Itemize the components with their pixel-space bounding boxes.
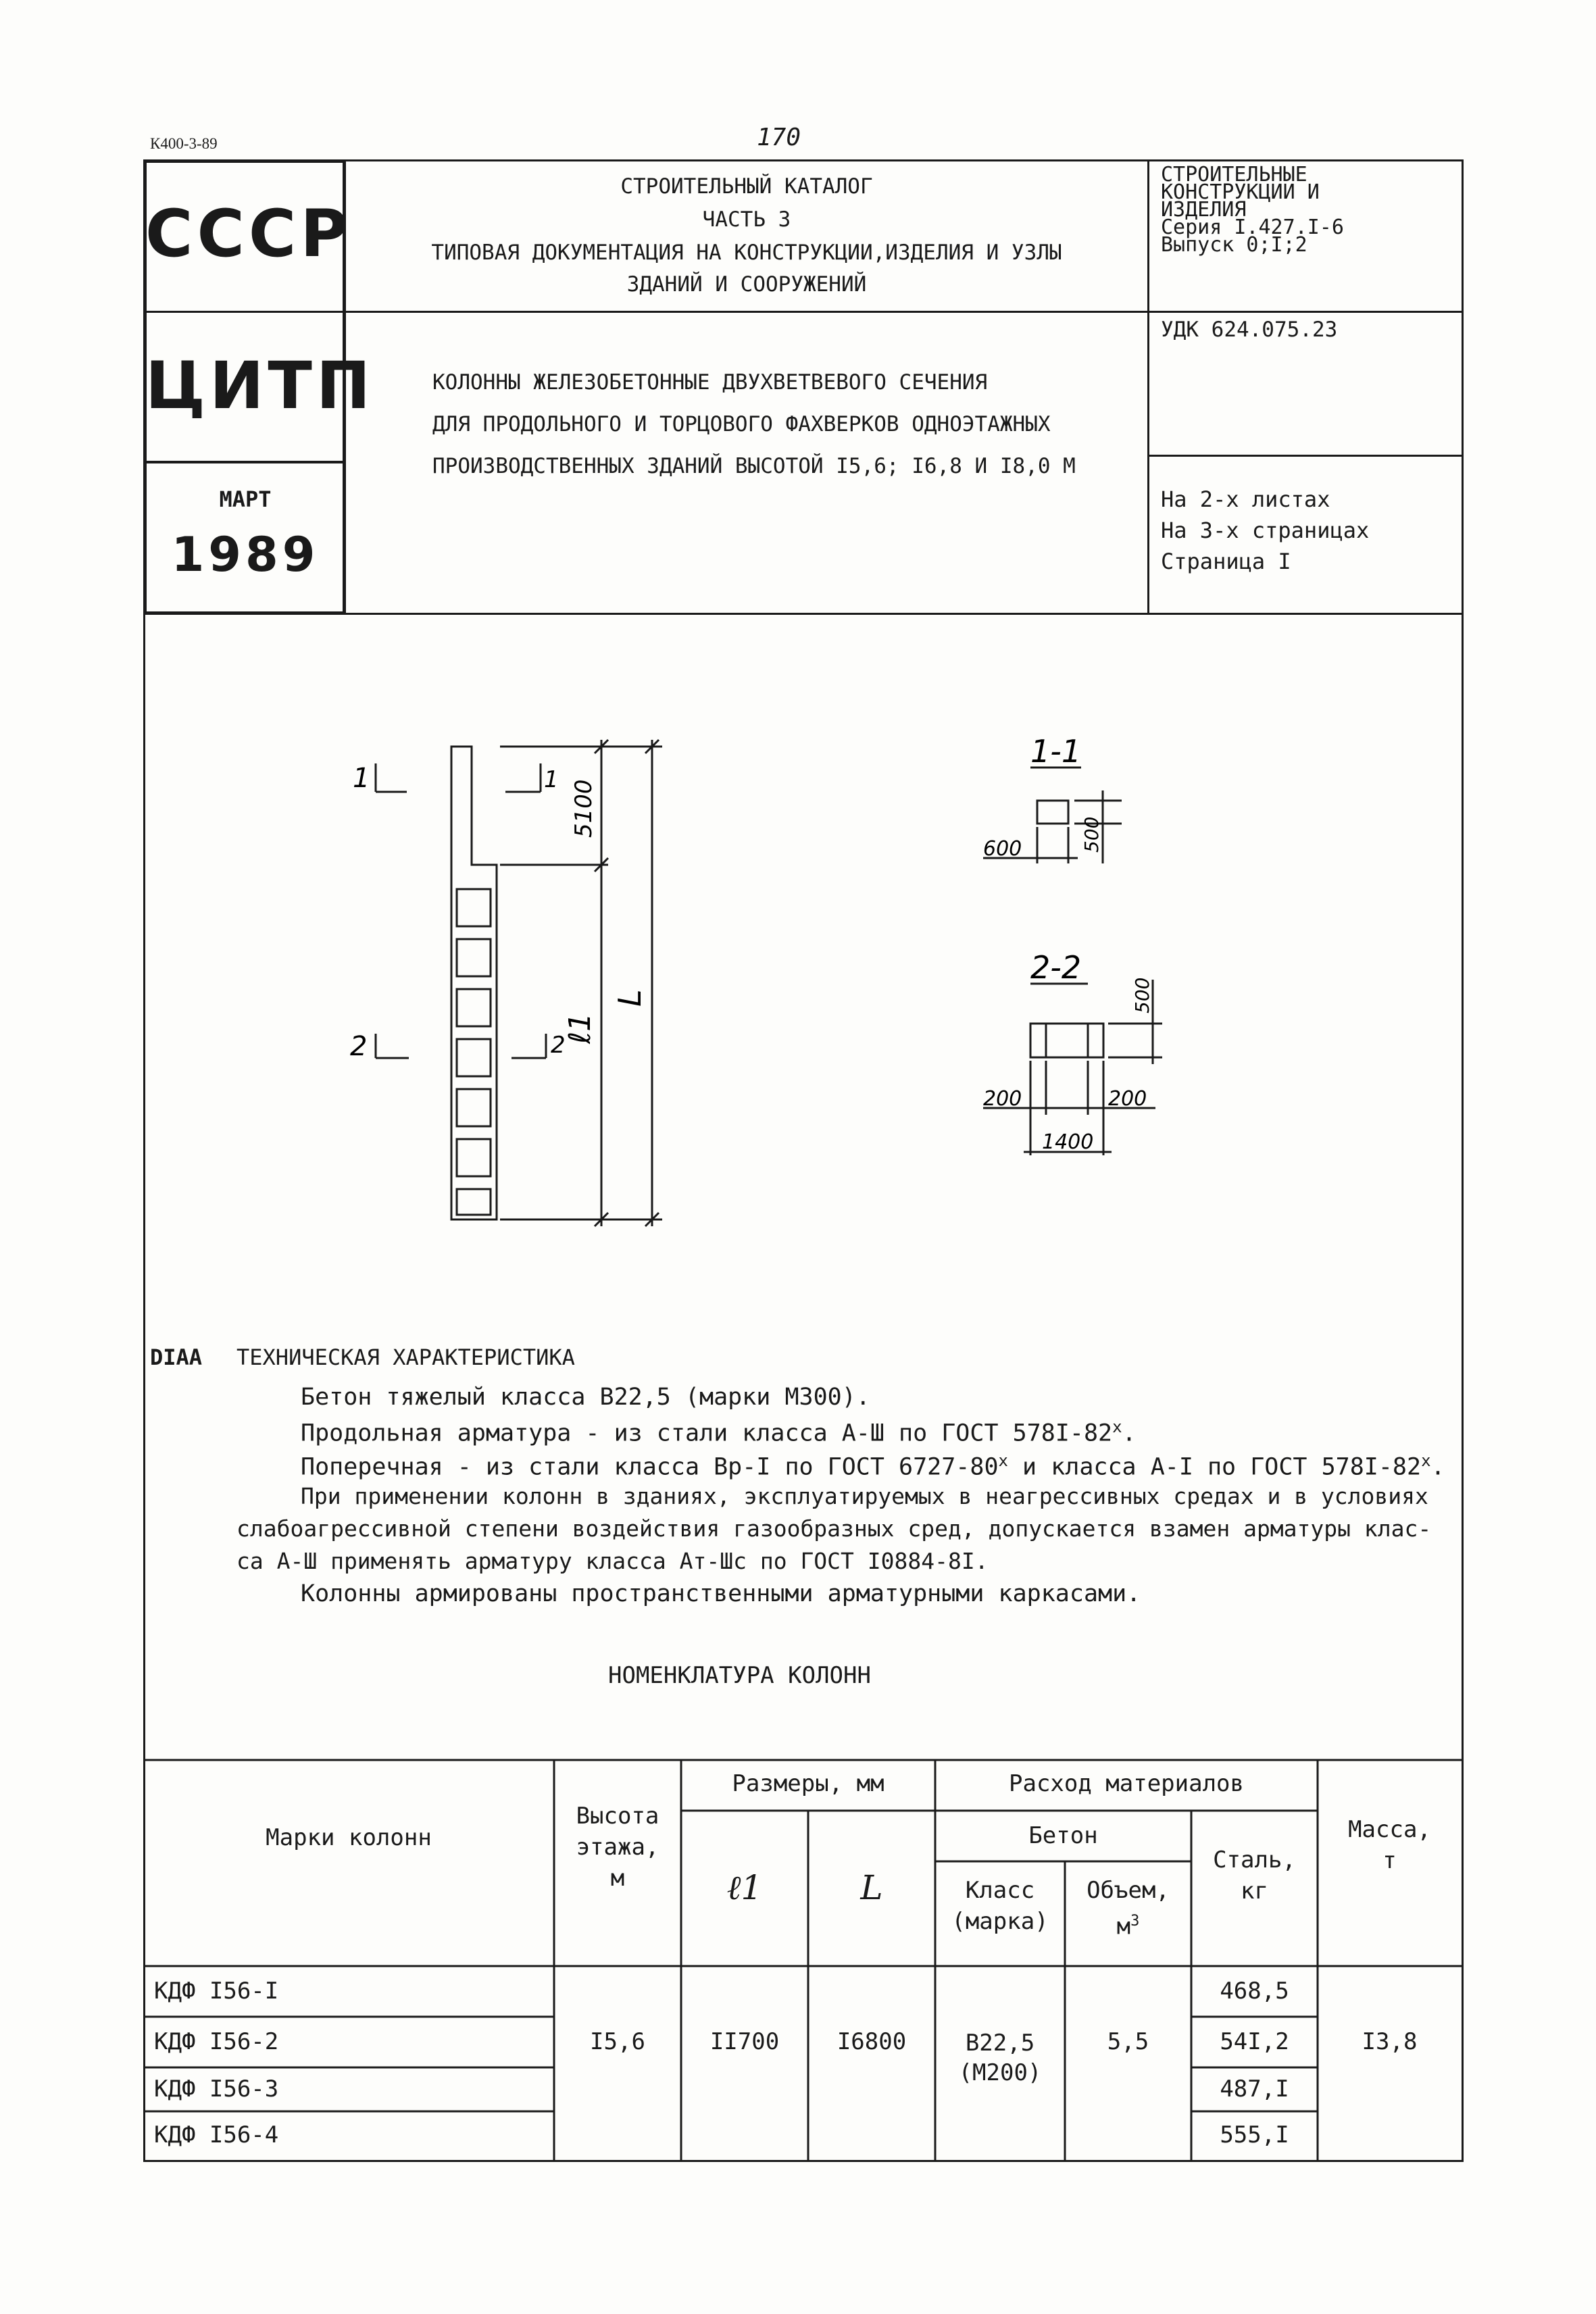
- tech-line: Колонны армированы пространственными арматурными каркасами.: [301, 1580, 1141, 1607]
- nomenclature-title: НОМЕНКЛАТУРА КОЛОНН: [608, 1662, 871, 1689]
- org-mark: ЦИТП: [145, 348, 375, 424]
- dim-label-L: L: [612, 989, 648, 1007]
- header-class-1: Класс: [965, 1877, 1035, 1904]
- section-mark-2-right: 2: [551, 1032, 566, 1059]
- tech-line: Поперечная - из стали класса Вр-I по ГОСТ 6727-80$^x$ и класса А-I по ГОСТ 578I-82$^x$.: [301, 1451, 1445, 1481]
- section-line: ИЗДЕЛИЯ: [1161, 198, 1247, 222]
- header-materials: Расход материалов: [1009, 1770, 1244, 1797]
- header-marks: Марки колонн: [266, 1824, 432, 1851]
- row-steel: 555,I: [1220, 2121, 1289, 2148]
- header-floor-height-1: Высота: [576, 1803, 659, 1830]
- section-line: КОНСТРУКЦИИ И: [1161, 180, 1320, 204]
- header-volume-1: Объем,: [1087, 1877, 1170, 1904]
- catalog-line: ЗДАНИЙ И СООРУЖЕНИЙ: [626, 272, 867, 297]
- tech-line: При применении колонн в зданиях, эксплуатируемых в неагрессивных средах и в условиях: [301, 1483, 1428, 1509]
- section-1-width: 600: [983, 837, 1022, 861]
- tech-line: Продольная арматура - из стали класса А-Ш по ГОСТ 578I-82$^x$.: [301, 1417, 1137, 1447]
- page-number: 170: [757, 124, 801, 151]
- dim-label-5100: 5100: [570, 779, 597, 838]
- header-class-2: (марка): [951, 1908, 1049, 1935]
- row-mark: КДФ I56-I: [154, 1978, 279, 2005]
- row-mark: КДФ I56-4: [154, 2121, 279, 2148]
- header-L: L: [860, 1868, 883, 1907]
- udk: УДК 624.075.23: [1161, 318, 1338, 342]
- cell-volume: 5,5: [1107, 2028, 1149, 2055]
- tech-heading: ТЕХНИЧЕСКАЯ ХАРАКТЕРИСТИКА: [236, 1344, 575, 1370]
- header-mass-1: Масса,: [1348, 1816, 1431, 1843]
- section-1-title: 1-1: [1030, 733, 1082, 770]
- issue-year: 1989: [171, 527, 320, 582]
- section-2-right-width: 200: [1108, 1087, 1147, 1111]
- tech-code: DIAA: [150, 1344, 203, 1370]
- row-steel: 468,5: [1220, 1978, 1289, 2005]
- page-index: Страница I: [1161, 549, 1291, 574]
- header-steel-1: Сталь,: [1213, 1846, 1296, 1873]
- header-concrete: Бетон: [1028, 1822, 1098, 1849]
- section-2-title: 2-2: [1030, 949, 1082, 986]
- catalog-line: ЧАСТЬ 3: [702, 207, 791, 232]
- header-steel-2: кг: [1241, 1878, 1268, 1905]
- cell-class-1: В22,5: [965, 2030, 1035, 2057]
- header-sizes: Размеры, мм: [732, 1770, 884, 1797]
- series-line: Серия I.427.I-6: [1161, 216, 1344, 239]
- row-steel: 487,I: [1220, 2076, 1289, 2103]
- sheets-count: На 2-х листах: [1161, 486, 1330, 512]
- section-mark-1-right: 1: [544, 766, 559, 793]
- section-2-height: 500: [1131, 977, 1153, 1013]
- dim-label-l1: ℓ1: [563, 1012, 597, 1044]
- issue-month: МАРТ: [219, 486, 272, 512]
- issue-line: Выпуск 0;I;2: [1161, 233, 1307, 257]
- title-line: КОЛОННЫ ЖЕЛЕЗОБЕТОННЫЕ ДВУХВЕТВЕВОГО СЕЧЕНИЯ: [432, 370, 988, 395]
- header-floor-height-3: м: [610, 1865, 625, 1892]
- header-floor-height-2: этажа,: [576, 1834, 659, 1861]
- row-mark: КДФ I56-2: [154, 2028, 279, 2055]
- cell-floor-height: I5,6: [590, 2028, 645, 2055]
- section-line: СТРОИТЕЛЬНЫЕ: [1161, 163, 1307, 186]
- country-mark: СССР: [145, 196, 352, 272]
- header-mass-2: т: [1382, 1847, 1397, 1874]
- section-2-left-width: 200: [983, 1087, 1022, 1111]
- catalog-line: ТИПОВАЯ ДОКУМЕНТАЦИЯ НА КОНСТРУКЦИИ,ИЗДЕЛИЯ И УЗЛЫ: [431, 241, 1062, 265]
- tech-line: слабоагрессивной степени воздействия газообразных сред, допускается взамен арматуры клас-: [236, 1515, 1432, 1542]
- cell-l1: II700: [709, 2028, 780, 2055]
- catalog-line: СТРОИТЕЛЬНЫЙ КАТАЛОГ: [620, 174, 873, 199]
- pages-count: На 3-х страницах: [1161, 518, 1370, 543]
- section-2-total-width: 1400: [1042, 1130, 1094, 1154]
- section-1-height: 500: [1080, 816, 1103, 853]
- header-volume-2: $м^3$: [1116, 1913, 1140, 1940]
- header-l1: ℓ1: [726, 1868, 763, 1907]
- tech-line: са А-Ш применять арматуру класса Ат-Шс по ГОСТ I0884-8I.: [236, 1548, 989, 1574]
- row-mark: КДФ I56-3: [154, 2076, 279, 2103]
- doc-code: К400-3-89: [150, 135, 218, 152]
- row-steel: 54I,2: [1220, 2028, 1289, 2055]
- section-mark-2-left: 2: [350, 1031, 368, 1062]
- tech-line: Бетон тяжелый класса В22,5 (марки М300).: [301, 1384, 870, 1411]
- cell-mass: I3,8: [1362, 2028, 1418, 2055]
- title-line: ДЛЯ ПРОДОЛЬНОГО И ТОРЦОВОГО ФАХВЕРКОВ ОДНОЭТАЖНЫХ: [432, 412, 1051, 436]
- cell-L: I6800: [837, 2028, 907, 2055]
- title-line: ПРОИЗВОДСТВЕННЫХ ЗДАНИЙ ВЫСОТОЙ I5,6; I6,8 И I8,0 М: [432, 454, 1076, 478]
- section-mark-1-left: 1: [353, 763, 370, 794]
- cell-class-2: (М200): [958, 2059, 1042, 2086]
